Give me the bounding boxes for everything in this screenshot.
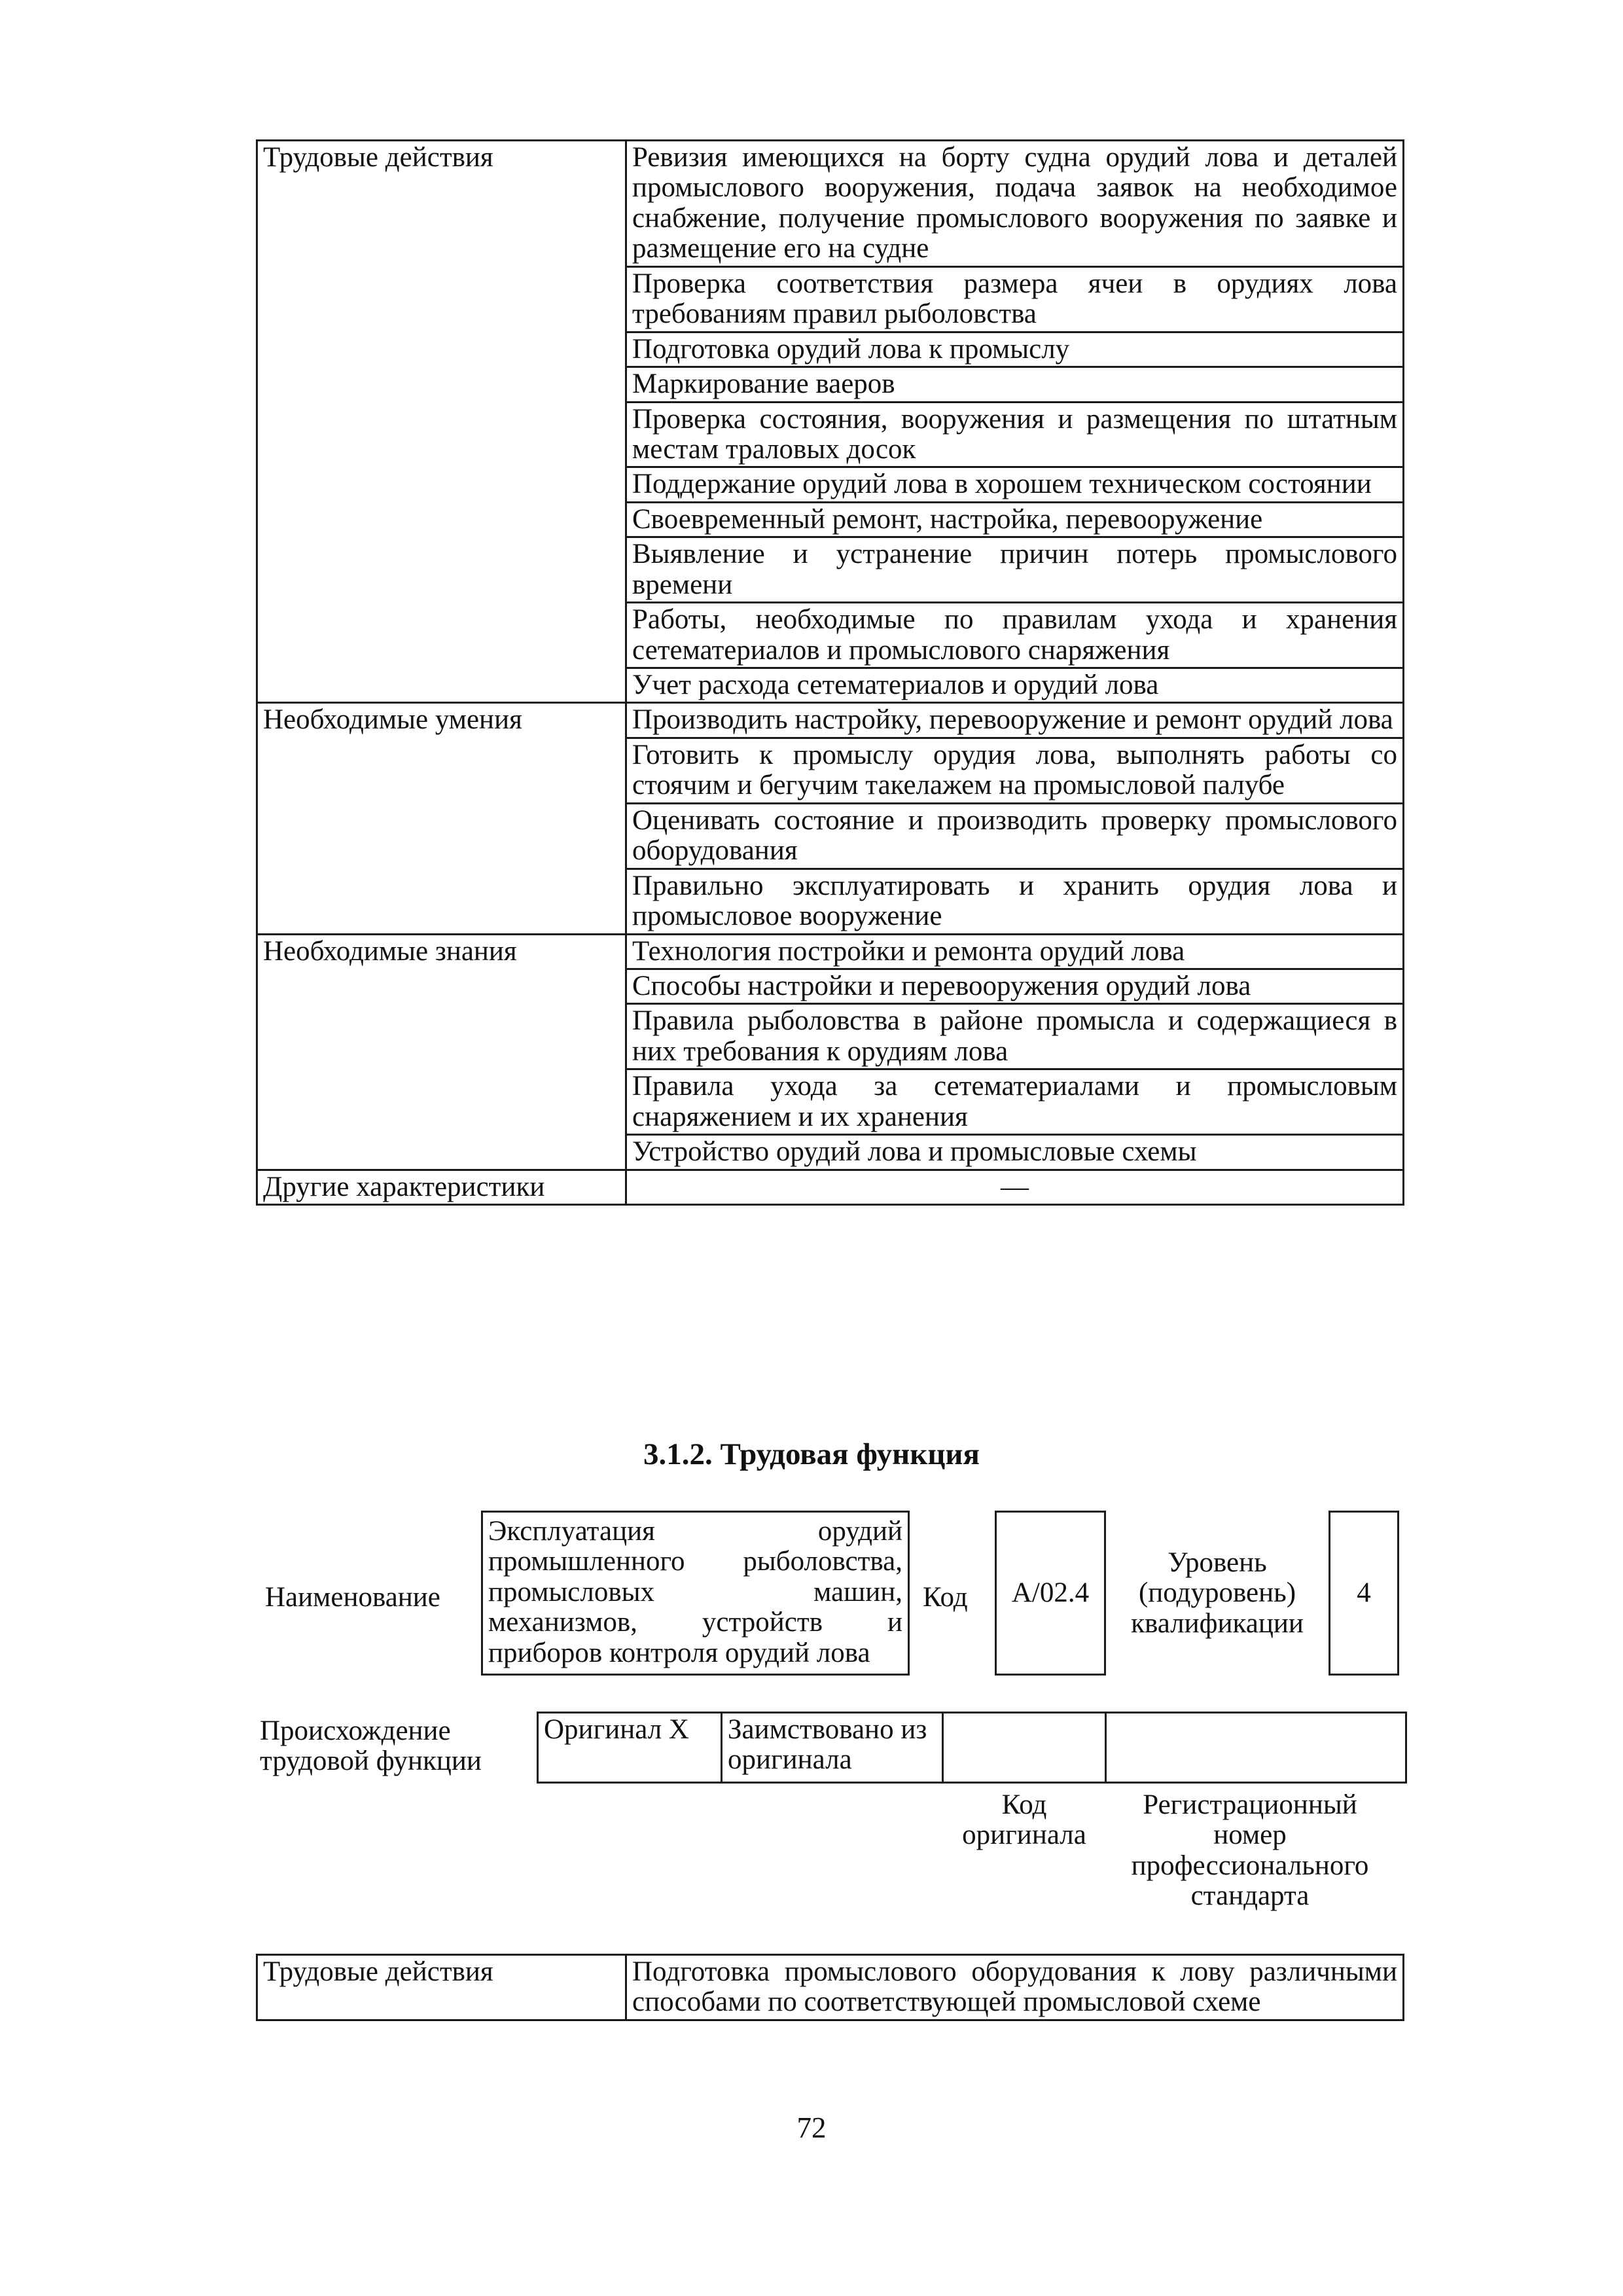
origin-table <box>537 1712 1407 1784</box>
table-cell: Работы, необходимые по правилам ухода и хранения сетематериалов и промыслового снаряжения <box>626 603 1404 668</box>
table-cell: Оценивать состояние и производить проверку промыслового оборудования <box>626 803 1404 869</box>
table-cell: Производить настройку, перевооружение и ремонт орудий лова <box>626 703 1404 738</box>
group-label-actions: Трудовые действия <box>257 141 626 703</box>
bottom-table <box>256 1954 1404 2021</box>
section-heading: 3.1.2. Трудовая функция <box>643 1437 980 1471</box>
origin-label: Происхождение трудовой функции <box>260 1715 482 1777</box>
reg-number-cell <box>1106 1713 1406 1783</box>
group-label-other: Другие характеристики <box>257 1170 626 1204</box>
name-label: Наименование <box>265 1582 440 1613</box>
table-cell: Маркирование ваеров <box>626 367 1404 402</box>
bottom-label: Трудовые действия <box>257 1955 626 2020</box>
table-cell: Проверка соответствия размера ячеи в орудиях лова требованиям правил рыболовства <box>626 266 1404 332</box>
table-cell: Проверка состояния, вооружения и размещения по штатным местам траловых досок <box>626 402 1404 467</box>
table-cell: Учет расхода сетематериалов и орудий лова <box>626 668 1404 703</box>
level-value-box: 4 <box>1329 1511 1399 1676</box>
table-row <box>257 1170 1404 1204</box>
function-name-box: Эксплуатация орудий промышленного рыболовства, промысловых машин, механизмов, устройств и приборов контроля орудий лова <box>481 1511 910 1676</box>
other-value: — <box>626 1170 1404 1204</box>
code-value-box: A/02.4 <box>995 1511 1106 1676</box>
main-table <box>256 139 1404 1206</box>
table-row <box>257 703 1404 738</box>
code-caption: Код оригинала <box>962 1789 1086 1851</box>
table-cell: Своевременный ремонт, настройка, перевооружение <box>626 502 1404 537</box>
code-label: Код <box>923 1582 968 1613</box>
table-row <box>257 1955 1404 2020</box>
table-row <box>257 141 1404 267</box>
group-label-skills: Необходимые умения <box>257 703 626 934</box>
table-cell: Устройство орудий лова и промысловые схемы <box>626 1135 1404 1170</box>
group-label-knowledge: Необходимые знания <box>257 934 626 1170</box>
table-cell: Технология постройки и ремонта орудий лова <box>626 934 1404 969</box>
table-cell: Правила ухода за сетематериалами и промысловым снаряжением и их хранения <box>626 1069 1404 1135</box>
borrowed-cell: Заимствовано из оригинала <box>722 1713 943 1783</box>
table-cell: Поддержание орудий лова в хорошем техническом состоянии <box>626 467 1404 502</box>
level-label: Уровень (подуровень) квалификации <box>1131 1547 1304 1639</box>
original-code-cell <box>943 1713 1106 1783</box>
table-cell: Правила рыболовства в районе промысла и содержащиеся в них требования к орудиям лова <box>626 1004 1404 1069</box>
table-cell: Ревизия имеющихся на борту судна орудий лова и деталей промыслового вооружения, подача заявок на необходимое снабжение, получение промыслового вооружения по заявке и размещение его на судне <box>626 141 1404 267</box>
table-cell: Подготовка промыслового оборудования к лову различными способами по соответствующей промысловой схеме <box>626 1955 1404 2020</box>
table-cell: Правильно эксплуатировать и хранить орудия лова и промысловое вооружение <box>626 869 1404 934</box>
table-row <box>538 1713 1406 1783</box>
table-cell: Готовить к промыслу орудия лова, выполнять работы со стоячим и бегучим такелажем на промысловой палубе <box>626 738 1404 803</box>
original-cell: Оригинал X <box>538 1713 722 1783</box>
table-cell: Способы настройки и перевооружения орудий лова <box>626 969 1404 1003</box>
page-number: 72 <box>796 2111 827 2144</box>
table-row <box>257 934 1404 969</box>
reg-caption: Регистрационный номер профессионального стандарта <box>1131 1789 1369 1912</box>
table-cell: Подготовка орудий лова к промыслу <box>626 332 1404 367</box>
table-cell: Выявление и устранение причин потерь промыслового времени <box>626 537 1404 603</box>
